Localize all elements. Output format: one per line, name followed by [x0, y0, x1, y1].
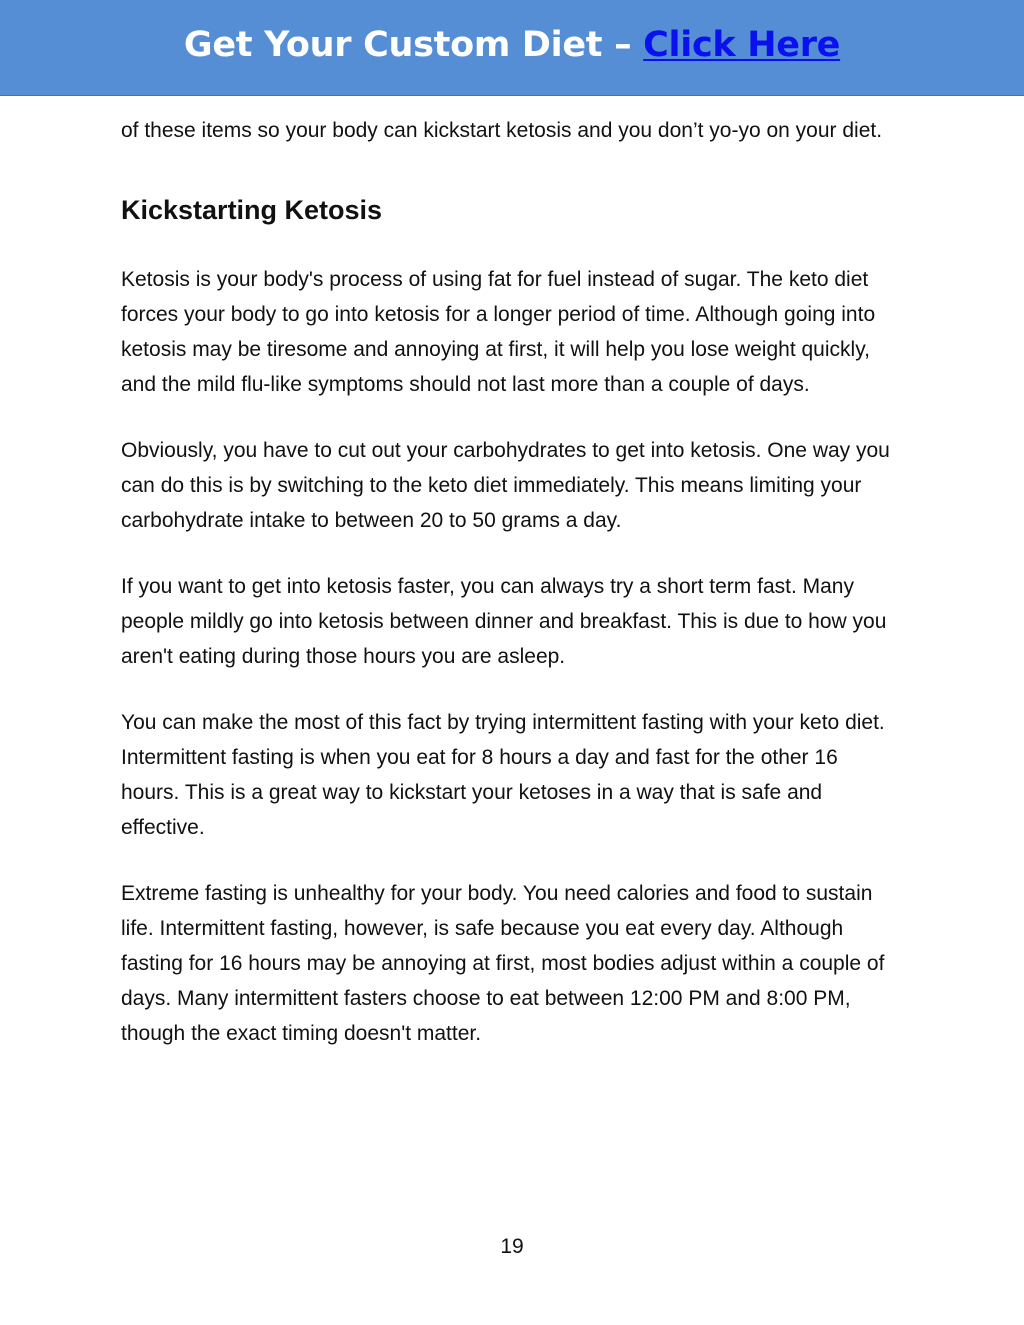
paragraph-short-term-fast: If you want to get into ketosis faster, you can always try a short term fast. Many people mildly go into ketosis between dinner and breakfast. This is due to how you aren't eating during those hours you are asleep. — [121, 575, 887, 668]
continuation-paragraph: of these items so your body can kickstart ketosis and you don’t yo-yo on your diet. — [121, 119, 883, 142]
banner-prefix: Get Your Custom Diet – — [183, 24, 644, 65]
click-here-link[interactable]: Click Here — [643, 24, 841, 65]
page-content — [121, 113, 901, 1082]
section-heading: Kickstarting Ketosis — [121, 195, 383, 225]
paragraph-ketosis-definition: Ketosis is your body's process of using fat for fuel instead of sugar. The keto diet forces your body to go into ketosis for a longer period of time. Although going into ketosis may be tiresome and annoying at first, it will help you lose weight quickly, and the mild flu-like symptoms should not last more than a couple of days. — [121, 268, 876, 396]
paragraph-extreme-fasting: Extreme fasting is unhealthy for your body. You need calories and food to sustain life. Intermittent fasting, however, is safe because you eat every day. Although fasting for 16 hours may be annoying at first, most bodies adjust within a couple of days. Many intermittent fasters choose to eat between 12:00 PM and 8:00 PM, though the exact timing doesn't matter. — [121, 882, 885, 1045]
paragraph-cut-carbs: Obviously, you have to cut out your carbohydrates to get into ketosis. One way you can do this is by switching to the keto diet immediately. This means limiting your carbohydrate intake to between 20 to 50 grams a day. — [121, 439, 890, 532]
header-banner — [0, 0, 1024, 96]
paragraph-intermittent-fasting: You can make the most of this fact by trying intermittent fasting with your keto diet. Intermittent fasting is when you eat for 8 hours a day and fast for the other 16 hours. This is a great way to kickstart your ketoses in a way that is safe and effective. — [121, 711, 885, 839]
page-number: 19 — [500, 1235, 524, 1258]
banner-title — [184, 25, 840, 65]
